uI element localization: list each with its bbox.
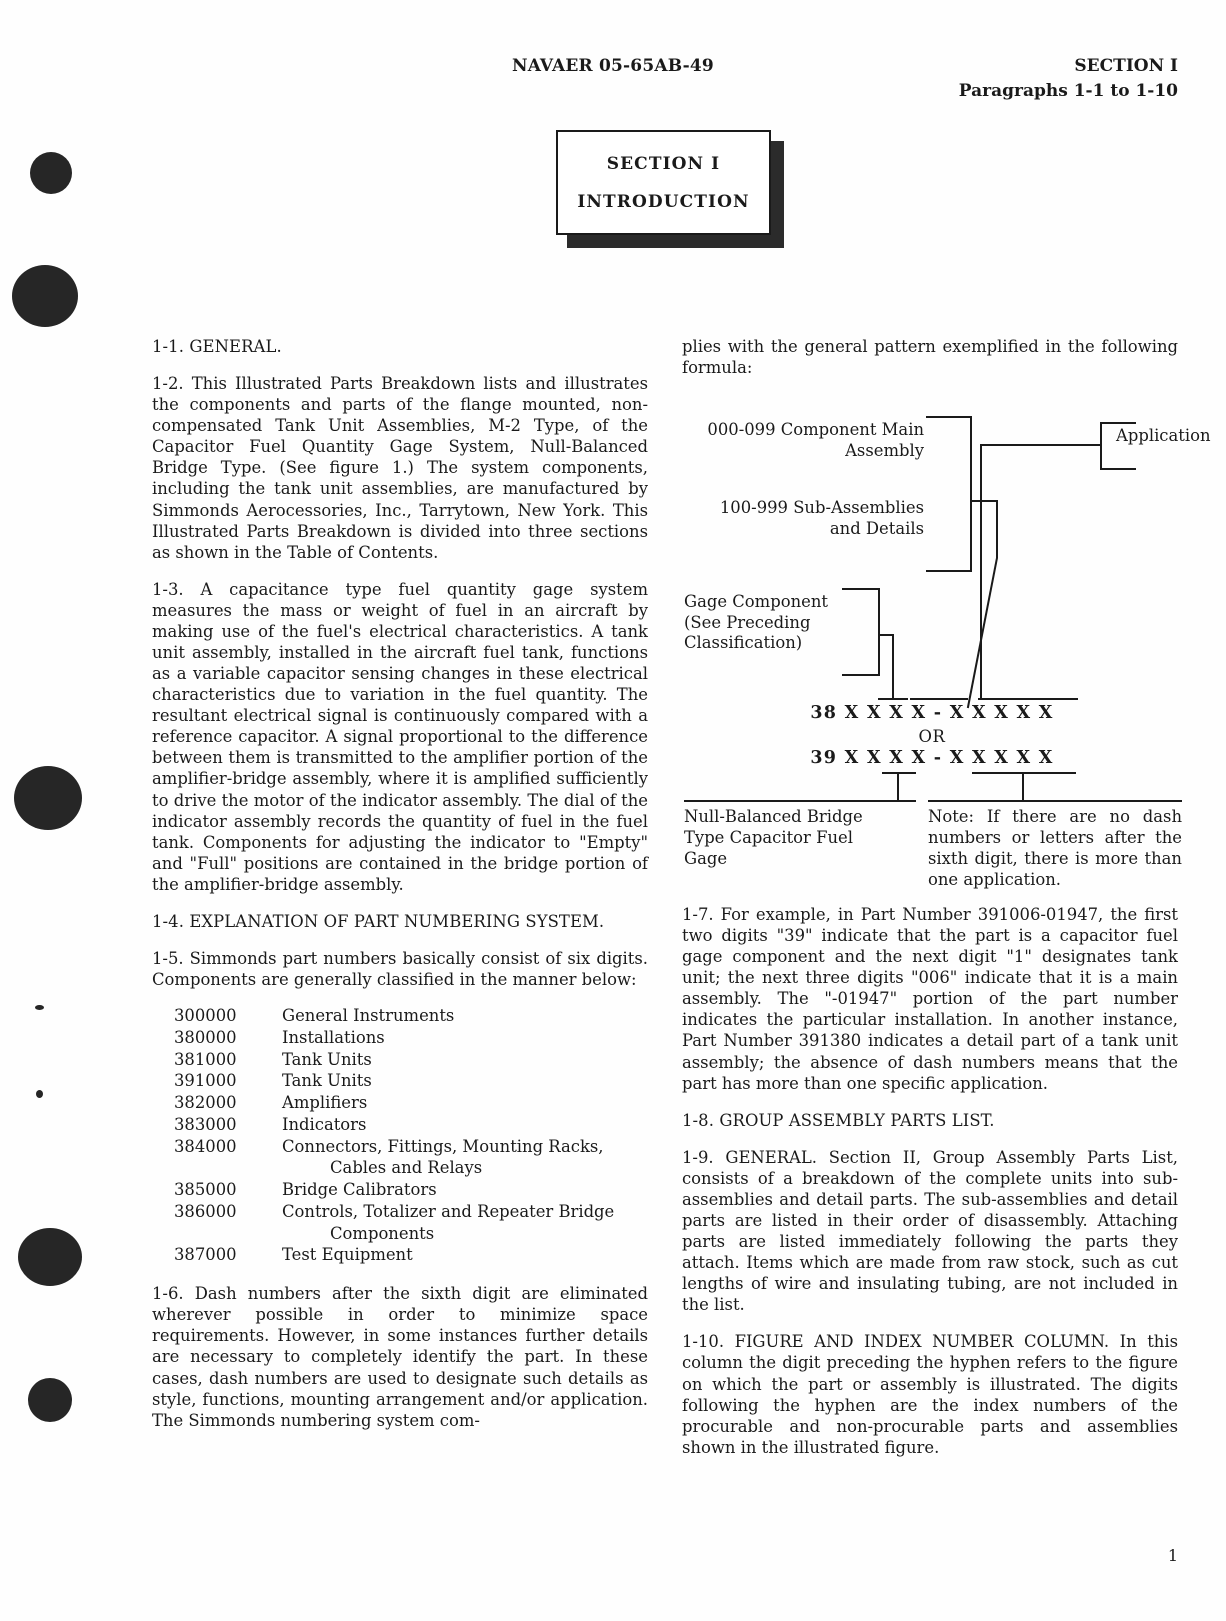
brace-connector-spine [996, 500, 998, 558]
application-leader-vertical [980, 444, 982, 698]
part-class-number-spacer [152, 1224, 282, 1246]
bracket-gage-spine [878, 588, 880, 676]
part-class-row [152, 1093, 648, 1115]
lower-leader-left [897, 772, 899, 802]
left-text-column [152, 336, 648, 1447]
part-class-description: Amplifiers [282, 1093, 368, 1113]
binding-hole-mark [18, 1228, 82, 1286]
bracket-gage-bottom [842, 674, 880, 676]
binding-hole-mark [30, 152, 72, 194]
part-class-description: Controls, Totalizer and Repeater Bridge [282, 1201, 615, 1221]
lower-tick-right [972, 772, 1076, 774]
lower-leader-right [1022, 772, 1024, 802]
part-class-row [152, 1071, 648, 1093]
part-class-description: Tank Units [282, 1071, 372, 1091]
part-class-row [152, 1180, 648, 1202]
bracket-application-spine [1100, 422, 1102, 470]
part-class-row [152, 1137, 648, 1159]
part-class-description: Installations [282, 1027, 385, 1047]
callout-null-balanced-bridge [684, 806, 916, 869]
part-class-row [152, 1245, 648, 1267]
part-class-number: 387000 [174, 1245, 237, 1265]
part-numbering-diagram [682, 408, 1211, 868]
paragraph-1-9: 1-9. GENERAL. Section II, Group Assembly Parts List, consists of a breakdown of the complete units into sub-assemblies and detail parts. The sub-assemblies and detail parts are listed in their order of disassembly. Attaching parts are listed immediately following the parts they attach. Items which are made from raw stock, such as cut lengths of wire and insulating tubing, are not included in the list. [682, 1147, 1178, 1315]
formula-tick-dash-digits [978, 698, 1078, 700]
paragraph-1-4-heading: 1-4. EXPLANATION OF PART NUMBERING SYSTEM. [152, 911, 605, 931]
part-class-description-continuation: Components [330, 1223, 435, 1243]
main-assembly-line-1: 000-099 Component Main [707, 420, 924, 439]
diagram-label-gage-component [684, 592, 872, 654]
formula-line-38: 38 X X X X - X X X X X [810, 703, 1054, 723]
diagram-label-sub-assemblies [682, 498, 924, 539]
gage-component-line-2: (See Preceding [684, 612, 811, 632]
part-class-number: 386000 [174, 1201, 237, 1221]
part-class-row [152, 1028, 648, 1050]
part-class-number: 382000 [174, 1093, 237, 1113]
callout-left-line-3: Gage [684, 849, 728, 868]
part-class-number-spacer [152, 1158, 282, 1180]
part-class-description: Tank Units [282, 1049, 372, 1069]
part-class-number: 384000 [174, 1136, 237, 1156]
part-class-description-continuation: Cables and Relays [330, 1158, 483, 1178]
paragraph-1-5: 1-5. Simmonds part numbers basically consist of six digits. Components are generally classified in the manner below: [152, 949, 648, 990]
application-label-text: Application [1116, 426, 1211, 445]
part-class-number: 385000 [174, 1180, 237, 1200]
formula-or: OR [918, 727, 946, 746]
binding-hole-mark [14, 766, 82, 830]
lower-tick-left [882, 772, 916, 774]
bracket-main-assembly-spine [970, 416, 972, 572]
callout-dash-number-note: Note: If there are no dash numbers or letters after the sixth digit, there is more than one application. [928, 807, 1182, 889]
bracket-application-top [1100, 422, 1136, 424]
binding-hole-mark [28, 1378, 72, 1422]
part-class-number: 381000 [174, 1049, 237, 1069]
paragraph-1-8-heading: 1-8. GROUP ASSEMBLY PARTS LIST. [682, 1110, 995, 1130]
bracket-gage-top [842, 588, 880, 590]
plate-introduction-line: INTRODUCTION [577, 191, 750, 212]
part-class-description: Bridge Calibrators [282, 1180, 437, 1200]
formula-tick-middle-digits [910, 698, 968, 700]
part-class-row [152, 1050, 648, 1072]
header-paragraph-range: Paragraphs 1-1 to 1-10 [958, 80, 1178, 101]
section-title-plate [556, 130, 784, 248]
paragraph-1-2: 1-2. This Illustrated Parts Breakdown lists and illustrates the components and parts of the flange mounted, non-compensated Tank Unit Assemblies, M-2 Type, of the Capacitor Fuel Quantity Gage System, Null-Balanced Bridge Type. (See figure 1.) The system components, including the tank unit assemblies, are manufactured by Simmonds Aerocessories, Inc., Tarrytown, New York. This Illustrated Parts Breakdown is divided into three sections as shown in the Table of Contents. [152, 374, 648, 562]
paragraph-1-7: 1-7. For example, in Part Number 391006-01947, the first two digits "39" indicate that the part is a capacitor fuel gage component and the next digit "1" designates tank unit; the next three digits "006" indicate that it is a main assembly. The "-01947" portion of the part number indicates the particular installation. In another instance, Part Number 391380 indicates a detail part of a tank unit assembly; the absence of dash numbers means that the part has more than one specific application. [682, 905, 1178, 1093]
part-class-description: Indicators [282, 1114, 367, 1134]
part-class-number: 391000 [174, 1071, 237, 1091]
part-class-number: 380000 [174, 1027, 237, 1047]
brace-connector-top [970, 500, 998, 502]
diagonal-leader-line [967, 558, 998, 709]
part-number-classification-table [152, 1006, 648, 1267]
right-text-column-top [682, 336, 1178, 394]
paragraph-1-10: 1-10. FIGURE AND INDEX NUMBER COLUMN. In this column the digit preceding the hyphen refers to the figure on which the part or assembly is illustrated. The digits following the hyphen are the index numbers of the procurable and non-procurable parts and assemblies shown in the illustrated figure. [682, 1332, 1178, 1457]
lower-rule-left [684, 800, 916, 802]
main-assembly-line-2: Assembly [845, 440, 924, 460]
part-class-description: Connectors, Fittings, Mounting Racks, [282, 1136, 604, 1156]
part-class-row [152, 1006, 648, 1028]
formula-tick-first-two-digits [878, 698, 908, 700]
bracket-application-bottom [1100, 468, 1136, 470]
header-document-number: NAVAER 05-65AB-49 [512, 56, 714, 76]
part-class-row-continuation [152, 1158, 648, 1180]
paragraph-1-3: 1-3. A capacitance type fuel quantity gage system measures the mass or weight of fuel in an aircraft by making use of the fuel's electrical characteristics. A tank unit assembly, installed in the aircraft fuel tank, functions as a variable capacitor sensing changes in these electrical characteristics due to variation in the fuel quantity. The resultant electrical signal is continuously compared with a reference capacitor. A signal proportional to the difference between them is transmitted to the amplifier portion of the amplifier-bridge assembly, where it is amplified sufficiently to drive the motor of the indicator assembly. The dial of the indicator assembly records the quantity of fuel in the fuel tank. Components for adjusting the indicator to "Empty" and "Full" positions are contained in the bridge portion of the amplifier-bridge assembly. [152, 579, 648, 894]
part-class-number: 383000 [174, 1114, 237, 1134]
diagram-label-application [1116, 426, 1226, 447]
gage-component-line-1: Gage Component [684, 592, 828, 611]
bracket-main-assembly-top [926, 416, 972, 418]
formula-line-39: 39 X X X X - X X X X X [810, 748, 1054, 768]
callout-left-line-2: Type Capacitor Fuel [684, 828, 853, 847]
plate-section-line: SECTION I [606, 153, 721, 174]
paragraph-1-1-heading: 1-1. GENERAL. [152, 337, 282, 356]
plate-face [556, 130, 771, 235]
binding-hole-mark [12, 265, 78, 327]
part-class-row-continuation [152, 1224, 648, 1246]
header-section-info [959, 54, 1178, 103]
header-section-label: SECTION I [1074, 56, 1178, 76]
page-number: 1 [1167, 1546, 1178, 1565]
sub-assemblies-line-2: and Details [829, 518, 924, 538]
right-text-column-bottom [682, 904, 1178, 1474]
part-class-row [152, 1115, 648, 1137]
paragraph-1-6: 1-6. Dash numbers after the sixth digit are eliminated wherever possible in order to minimize space requirements. However, in some instances further details are necessary to completely identify the part. In these cases, dash numbers are used to designate such details as style, functions, mounting arrangement and/or application. The Simmonds numbering system com- [152, 1284, 648, 1430]
sub-assemblies-line-1: 100-999 Sub-Assemblies [719, 498, 924, 517]
bracket-sub-assemblies-bottom [926, 570, 972, 572]
callout-left-line-1: Null-Balanced Bridge [684, 807, 863, 826]
part-class-description: Test Equipment [282, 1245, 413, 1265]
lower-rule-right [928, 800, 1182, 802]
part-class-description: General Instruments [282, 1006, 455, 1026]
application-leader-horizontal [980, 444, 1102, 446]
gage-leader-down [892, 634, 894, 700]
paragraph-continued-from-left: plies with the general pattern exemplified in the following formula: [682, 337, 1178, 378]
diagram-label-main-assembly [682, 420, 924, 461]
binding-hole-mark [36, 1090, 43, 1098]
binding-hole-mark [35, 1005, 44, 1010]
part-class-number: 300000 [174, 1006, 237, 1026]
part-class-row [152, 1202, 648, 1224]
gage-component-line-3: Classification) [684, 633, 803, 653]
